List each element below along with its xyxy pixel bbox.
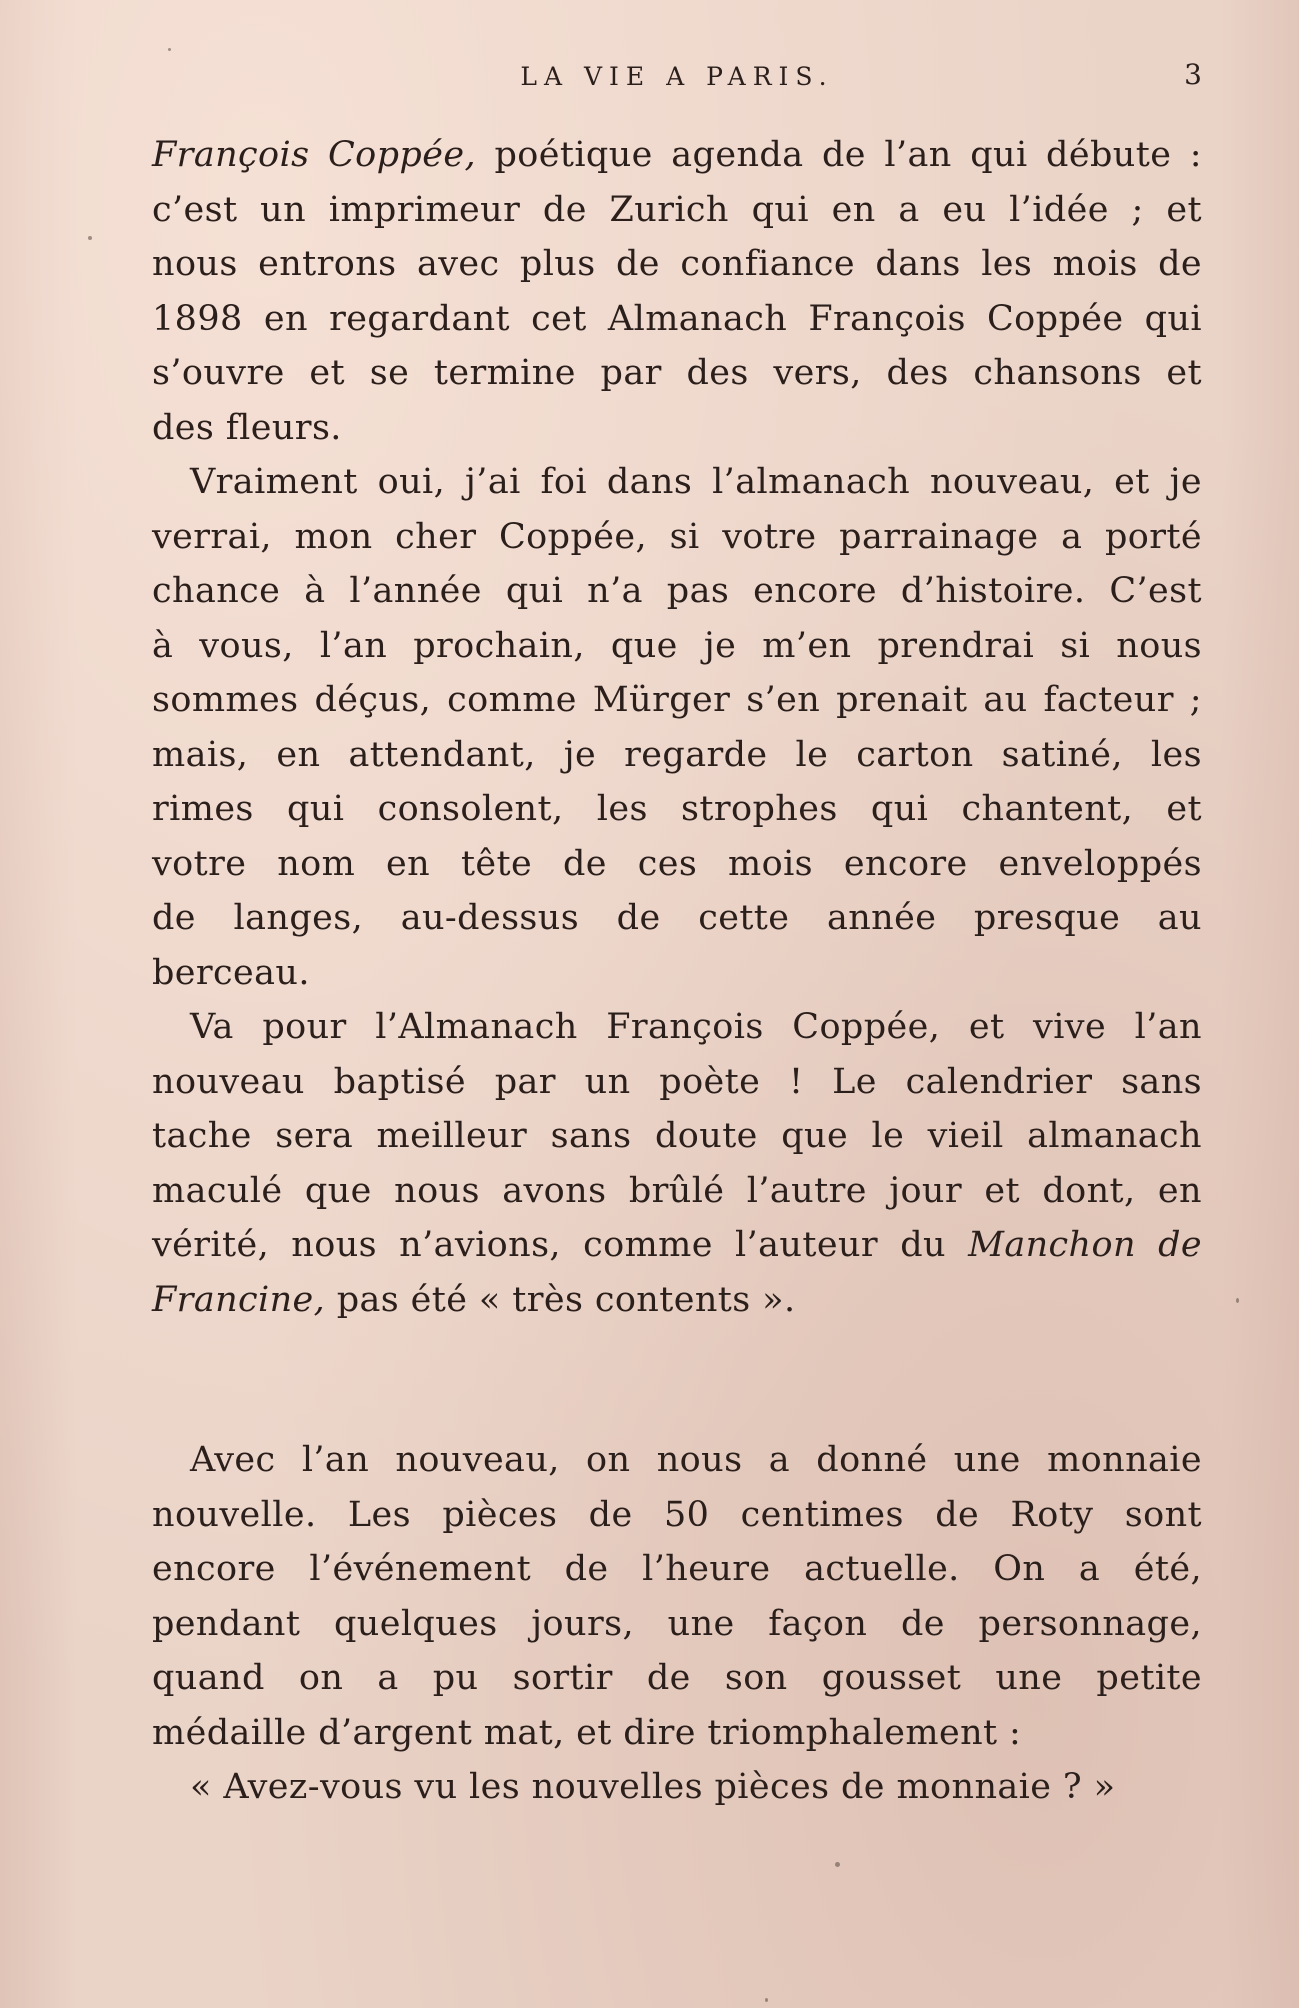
paragraph-1-line-3: nous entrons avec plus de confiance dans les mois de: [152, 244, 1202, 284]
paragraph-3-line-4: maculé que nous avons brûlé l’autre jour et dont, en: [152, 1170, 1202, 1211]
paper-speck: [765, 1998, 768, 2002]
paper-speck: [88, 236, 92, 240]
paragraph-1-line-2: c’est un imprimeur de Zurich qui en a eu l’idée ; et: [152, 189, 1202, 230]
text-run: vérité, nous n’avions, comme l’auteur du: [152, 1225, 969, 1265]
text-run: pas été « très contents ».: [325, 1279, 796, 1320]
paragraph-2-line-6: mais, en attendant, je regarde le carton satiné, les: [152, 734, 1202, 775]
paragraph-4-line-6: médaille d’argent mat, et dire triomphalement :: [152, 1712, 1022, 1753]
italic-title: François Coppée,: [152, 135, 476, 175]
paragraph-2-line-9: de langes, au-dessus de cette année presque au: [152, 898, 1202, 938]
running-title: LA VIE A PARIS.: [520, 62, 834, 91]
paragraph-2-line-1: Vraiment oui, j’ai foi dans l’almanach nouveau, et je: [190, 462, 1202, 502]
paragraph-2-line-10: berceau.: [152, 952, 310, 993]
body-text: [152, 128, 1202, 1815]
paragraph-3-line-2: nouveau baptisé par un poète ! Le calendrier sans: [152, 1061, 1202, 1102]
paragraph-3-line-1: Va pour l’Almanach François Coppée, et vive l’an: [190, 1007, 1202, 1047]
paragraph-4-line-1: Avec l’an nouveau, on nous a donné une monnaie: [190, 1440, 1202, 1480]
paper-speck: [168, 48, 171, 51]
paper-speck: [1236, 1298, 1239, 1303]
paragraph-4-line-4: pendant quelques jours, une façon de personnage,: [152, 1603, 1202, 1644]
page-number: 3: [1184, 58, 1202, 91]
paragraph-4-line-3: encore l’événement de l’heure actuelle. On a été,: [152, 1549, 1202, 1589]
paragraph-2-line-5: sommes déçus, comme Mürger s’en prenait au facteur ;: [152, 680, 1202, 720]
text-run: poétique agenda de l’an qui débute :: [475, 135, 1202, 175]
paragraph-4-line-5: quand on a pu sortir de son gousset une petite: [152, 1658, 1202, 1698]
italic-title: Manchon de: [968, 1225, 1202, 1265]
paragraph-2-line-2: verrai, mon cher Coppée, si votre parrainage a porté: [152, 516, 1202, 557]
paragraph-2-line-3: chance à l’année qui n’a pas encore d’histoire. C’est: [152, 571, 1202, 611]
section-break: [152, 1327, 1202, 1433]
italic-title: Francine,: [152, 1279, 326, 1320]
paragraph-1-line-5: s’ouvre et se termine par des vers, des chansons et: [152, 353, 1202, 393]
paragraph-3-line-6: [152, 1273, 1202, 1328]
paragraph-4-line-2: nouvelle. Les pièces de 50 centimes de Roty sont: [152, 1494, 1202, 1535]
paragraph-3-line-3: tache sera meilleur sans doute que le vieil almanach: [152, 1116, 1202, 1156]
paragraph-1-line-4: 1898 en regardant cet Almanach François Coppée qui: [152, 298, 1202, 339]
paragraph-1-line-1: [152, 128, 1202, 183]
paragraph-2-line-4: à vous, l’an prochain, que je m’en prendrai si nous: [152, 625, 1202, 666]
paragraph-3-line-5: [152, 1218, 1202, 1273]
paragraph-2-line-7: rimes qui consolent, les strophes qui chantent, et: [152, 789, 1202, 829]
running-head: [152, 58, 1202, 98]
paragraph-4-line-7: « Avez-vous vu les nouvelles pièces de monnaie ? »: [190, 1767, 1116, 1807]
paper-speck: [835, 1862, 840, 1867]
paragraph-2-line-8: votre nom en tête de ces mois encore enveloppés: [152, 843, 1202, 884]
paragraph-1-line-6: des fleurs.: [152, 407, 342, 448]
